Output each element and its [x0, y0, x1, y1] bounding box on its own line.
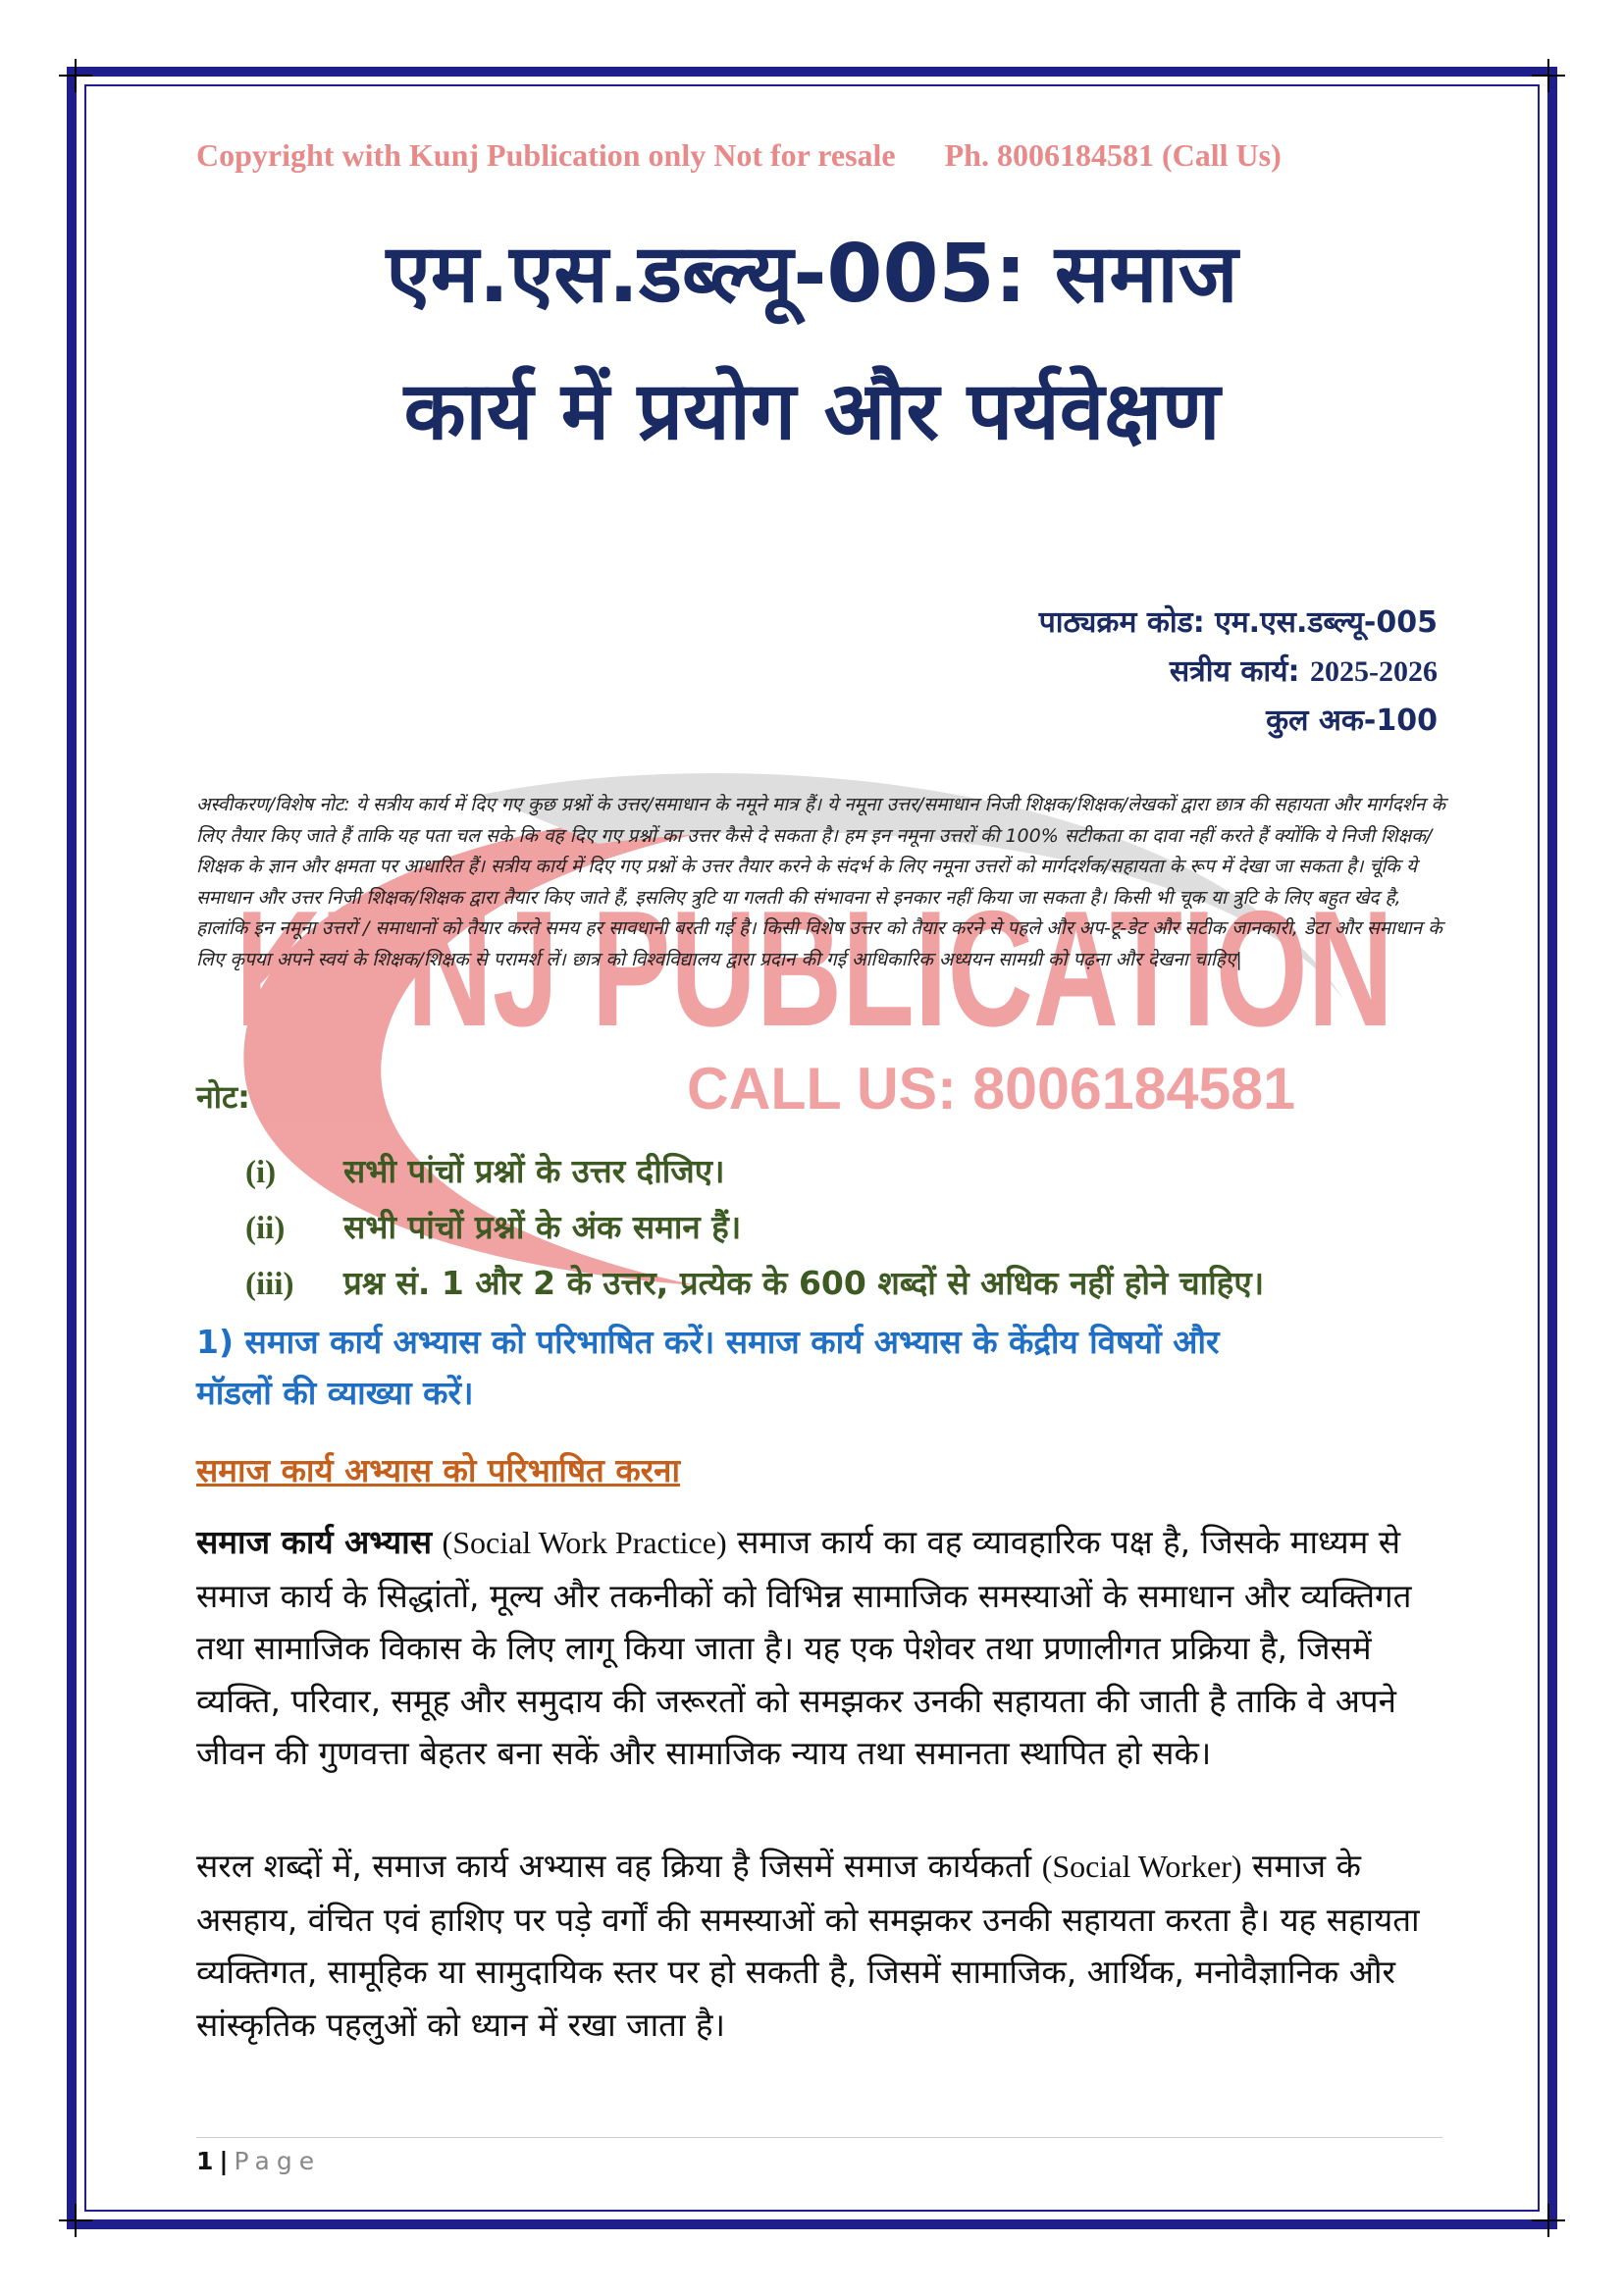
- term-english: (Social Work Practice): [442, 1525, 727, 1560]
- note-text: प्रश्न सं. 1 और 2 के उत्तर, प्रत्येक के 600 शब्दों से अधिक नहीं होने चाहिए।: [343, 1264, 1265, 1302]
- question-line-2: मॉडलों की व्याख्या करें।: [196, 1374, 474, 1412]
- note-item: [245, 1148, 1462, 1204]
- paragraph-start: सरल शब्दों में, समाज कार्य अभ्यास वह क्रिया है जिसमें समाज कार्यकर्ता: [196, 1847, 1042, 1885]
- corner-mark: [1532, 59, 1565, 92]
- course-code-row: [1039, 599, 1438, 648]
- note-number: (i): [245, 1155, 277, 1190]
- title-line-2: कार्य में प्रयोग और पर्यवेक्षण: [403, 365, 1221, 458]
- corner-mark: [59, 59, 92, 92]
- paragraph-1: [196, 1516, 1462, 1780]
- watermark-call: CALL US: 8006184581: [687, 1056, 1295, 1122]
- page-footer: [196, 2147, 321, 2175]
- note-text: सभी पांचों प्रश्नों के अंक समान हैं।: [343, 1208, 742, 1246]
- question-1: [196, 1317, 1452, 1419]
- copyright-text: Copyright with Kunj Publication only Not for resale: [196, 137, 896, 173]
- note-number: (iii): [245, 1267, 294, 1302]
- note-list: [245, 1148, 1462, 1316]
- page-title: [147, 206, 1477, 481]
- paragraph-2: [196, 1840, 1462, 2051]
- watermark-brand: KUNJ PUBLICATION: [236, 876, 1393, 1061]
- page-number: 1: [196, 2147, 214, 2175]
- paragraph-body: समाज कार्य का वह व्यावहारिक पक्ष है, जिसके माध्यम से समाज कार्य के सिद्धांतों, मूल्य और तकनीकों को विभिन्न सामाजिक समस्याओं के समाधान और व्यक्तिगत तथा सामाजिक विकास के लिए लागू किया जाता है। यह एक पेशेवर तथा प्रणालीगत प्रक्रिया है, जिसमें व्यक्ति, परिवार, समूह और समुदाय की जरूरतों को समझकर उनकी सहायता की जाती है ताकि वे अपने जीवन की गुणवत्ता बेहतर बना सकें और सामाजिक न्याय तथा समानता स्थापित हो सके।: [196, 1523, 1412, 1772]
- assignment-year: 2025-2026: [1310, 655, 1438, 688]
- note-label: नोट:: [196, 1078, 250, 1116]
- paragraph-body: समाज के असहाय, वंचित एवं हाशिए पर पड़े वर्गों की समस्याओं को समझकर उनकी सहायता करता है। यह सहायता व्यक्तिगत, सामूहिक या सामुदायिक स्तर पर हो सकती है, जिसमें सामाजिक, आर्थिक, मनोवैज्ञानिक और सांस्कृतिक पहलुओं को ध्यान में रखा जाता है।: [196, 1847, 1420, 2044]
- note-item: [245, 1204, 1462, 1260]
- corner-mark: [59, 2204, 92, 2237]
- corner-mark: [1532, 2204, 1565, 2237]
- term-bold: समाज कार्य अभ्यास: [196, 1523, 433, 1561]
- course-code-label: पाठ्यक्रम कोड:: [1038, 605, 1205, 640]
- term-english: (Social Worker): [1041, 1849, 1242, 1884]
- title-line-1: एम.एस.डब्ल्यू-005: समाज: [386, 228, 1238, 321]
- course-code-value: एम.एस.डब्ल्यू-005: [1215, 605, 1438, 640]
- assignment-row: [1039, 648, 1438, 697]
- footer-separator: |: [219, 2147, 229, 2175]
- copyright-header: [196, 137, 1433, 174]
- section-heading: समाज कार्य अभ्यास को परिभाषित करना: [196, 1451, 681, 1489]
- note-text: सभी पांचों प्रश्नों के उत्तर दीजिए।: [343, 1152, 725, 1190]
- assignment-label: सत्रीय कार्य:: [1169, 654, 1300, 689]
- total-marks: कुल अक-100: [1266, 704, 1438, 738]
- note-item: [245, 1260, 1462, 1316]
- footer-divider: [196, 2137, 1442, 2138]
- disclaimer-text: अस्वीकरण/विशेष नोट: ये सत्रीय कार्य में दिए गए कुछ प्रश्नों के उत्तर/समाधान के नमूने मात्र हैं। ये नमूना उत्तर/समाधान निजी शिक्षक/शिक्षक/लेखकों द्वारा छात्र की सहायता और मार्गदर्शन के लिए तैयार किए जाते हैं ताकि यह पता चल सके कि वह दिए गए प्रश्नों का उत्तर कैसे दे सकता है। हम इन नमूना उत्तरों की 100% सटीकता का दावा नहीं करते हैं क्योंकि ये निजी शिक्षक/शिक्षक के ज्ञान और क्षमता पर आधारित हैं। सत्रीय कार्य में दिए गए प्रश्नों के उत्तर तैयार करने के संदर्भ के लिए नमूना उत्तरों को मार्गदर्शक/सहायता के रूप में देखा जा सकता है। चूंकि ये समाधान और उत्तर निजी शिक्षक/शिक्षक द्वारा तैयार किए जाते हैं, इसलिए त्रुटि या गलती की संभावना से इनकार नहीं किया जा सकता है। किसी भी चूक या त्रुटि के लिए बहुत खेद है, हालांकि इन नमूना उत्तरों / समाधानों को तैयार करते समय हर सावधानी बरती गई है। किसी विशेष उत्तर को तैयार करने से पहले और अप-टू-डेट और सटीक जानकारी, डेटा और समाधान के लिए कृपया अपने स्वयं के शिक्षक/शिक्षक से परामर्श लें। छात्र को विश्वविद्यालय द्वारा प्रदान की गई आधिकारिक अध्ययन सामग्री को पढ़ना और देखना चाहिए|: [196, 794, 1445, 970]
- phone-number: Ph. 8006184581 (Call Us): [944, 137, 1282, 173]
- page-label: Page: [234, 2147, 322, 2175]
- course-meta: [1039, 599, 1438, 746]
- question-line-1: 1) समाज कार्य अभ्यास को परिभाषित करें। समाज कार्य अभ्यास के केंद्रीय विषयों और: [196, 1323, 1220, 1361]
- note-number: (ii): [245, 1211, 286, 1246]
